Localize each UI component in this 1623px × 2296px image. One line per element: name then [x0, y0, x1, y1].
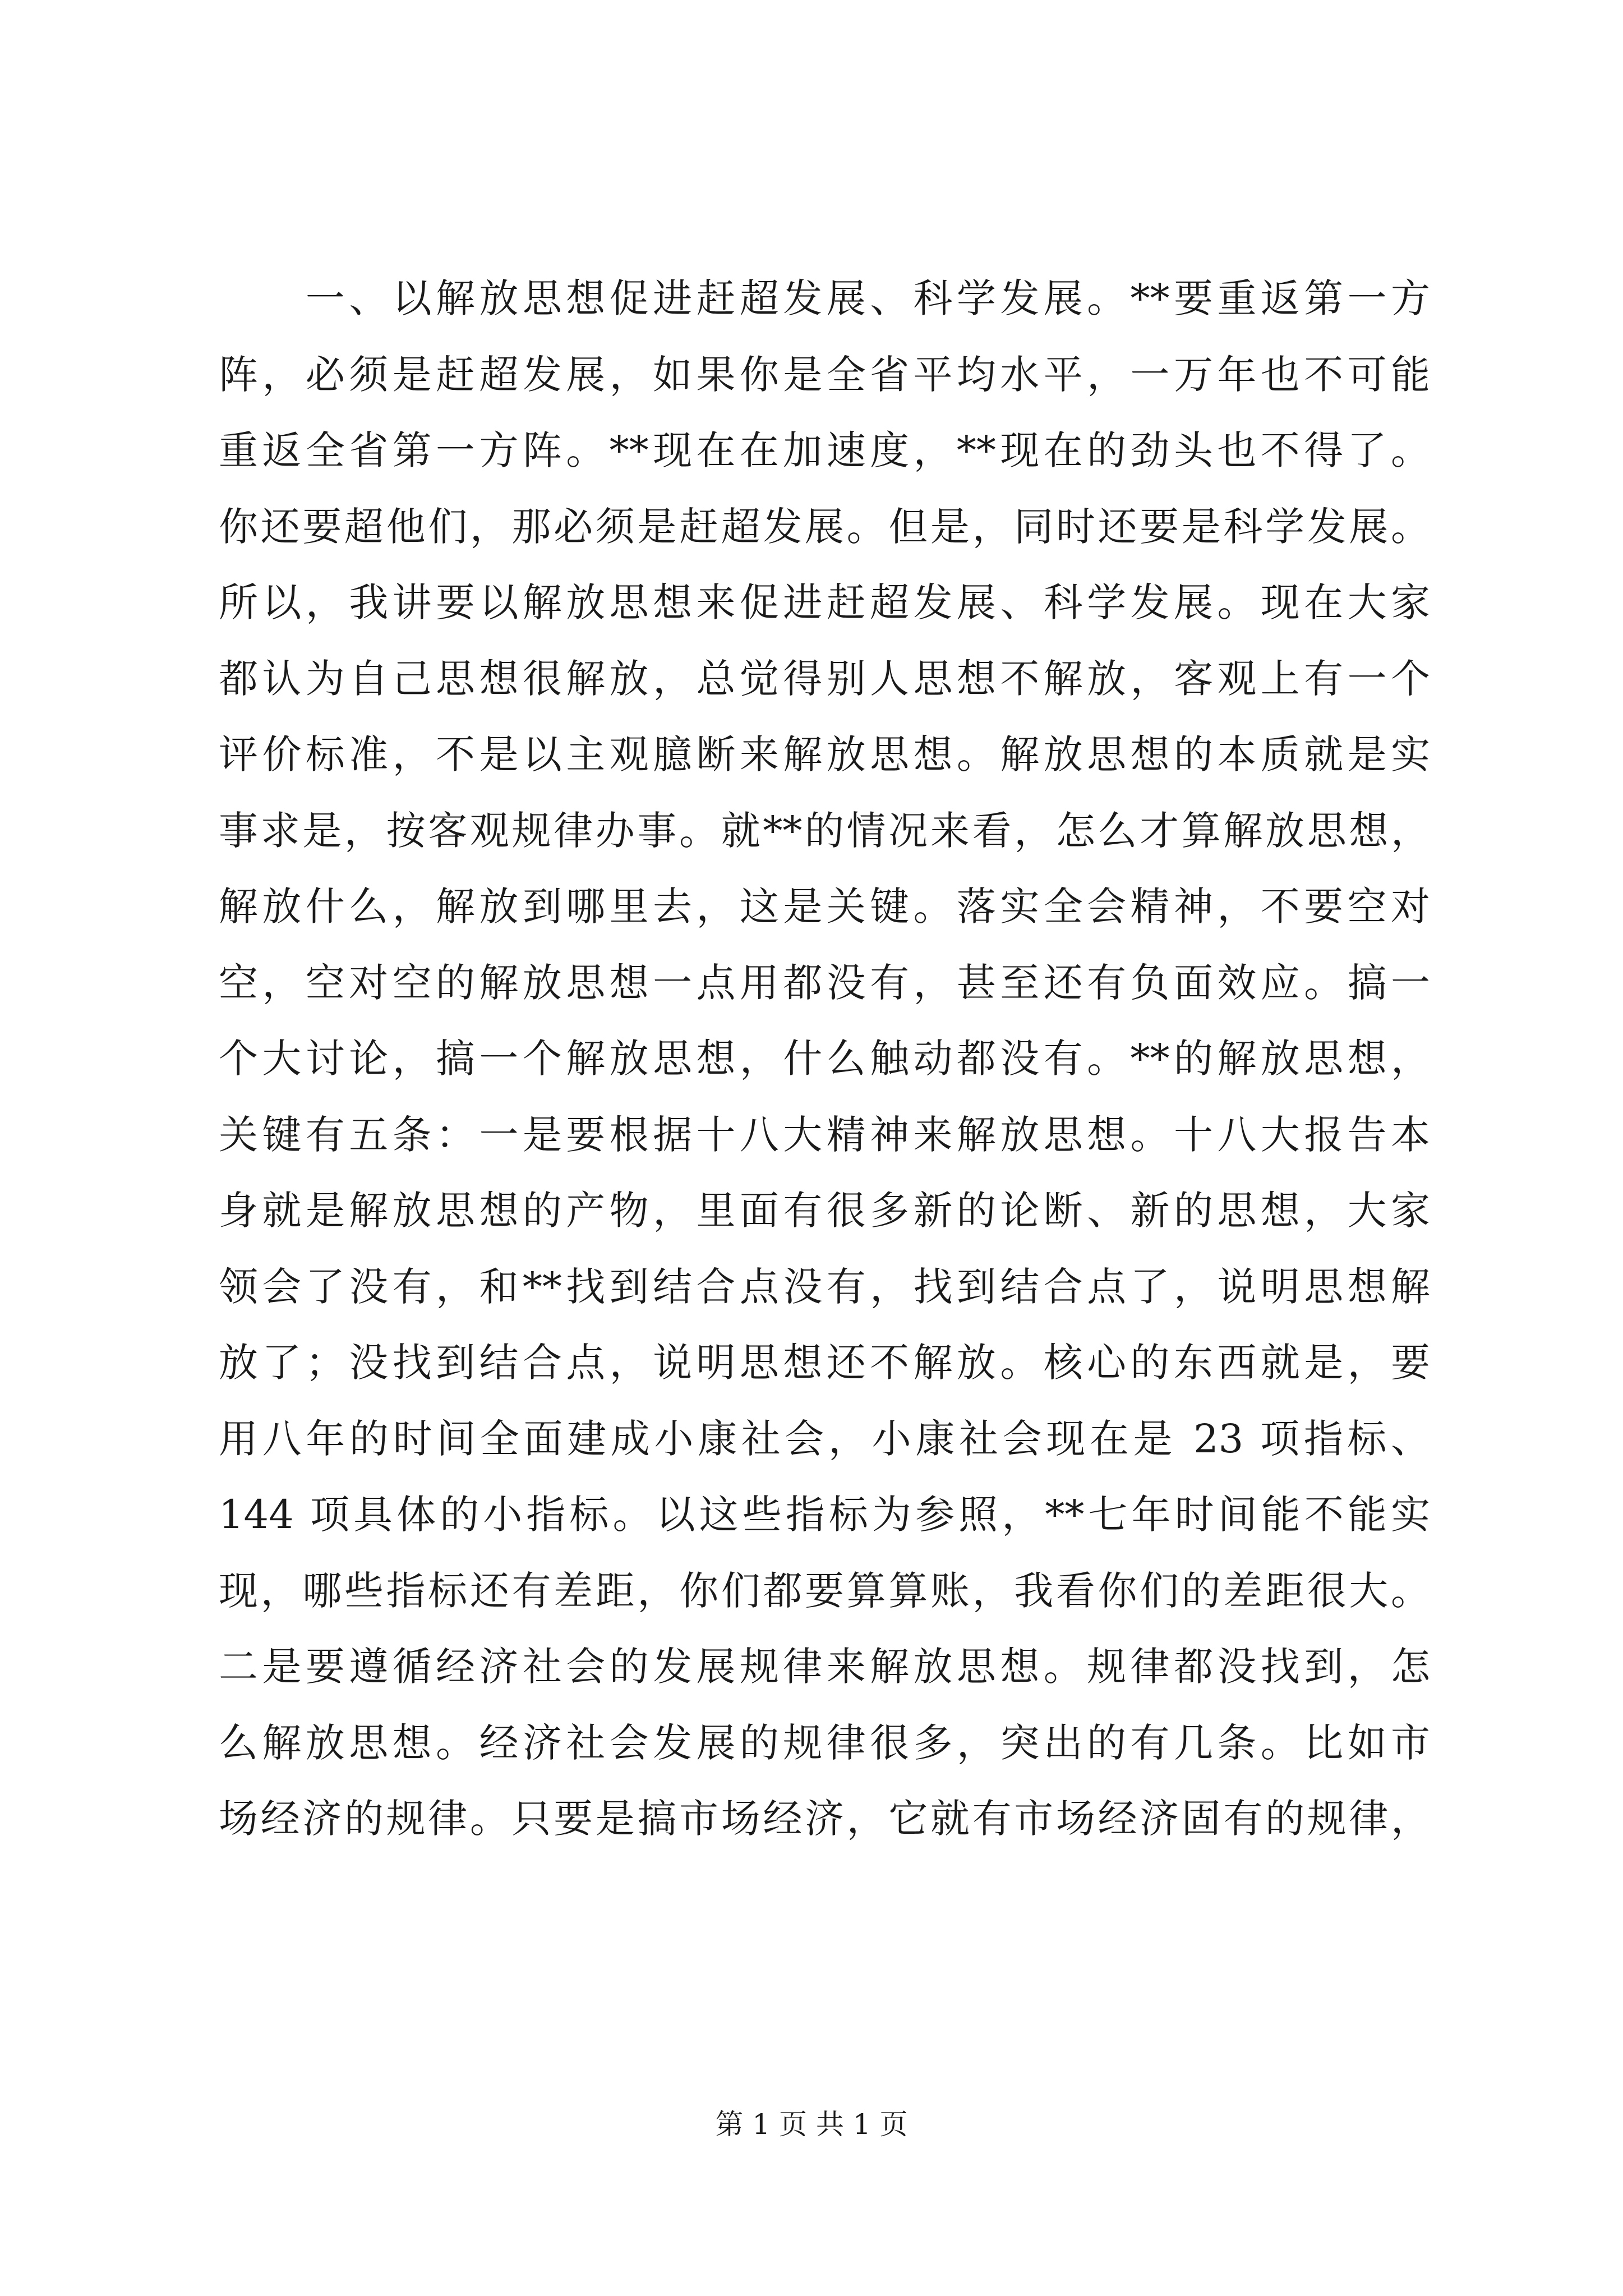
page-number-label: 第 1 页 共 1 页	[715, 2108, 908, 2141]
text-line: 场经济的规律。只要是搞市场经济，它就有市场经济固有的规律，	[219, 1796, 1430, 1842]
text-line: 领会了没有，和**找到结合点没有，找到结合点了，说明思想解	[219, 1263, 1430, 1310]
text-line: 144 项具体的小指标。以这些指标为参照，**七年时间能不能实	[219, 1492, 1430, 1538]
text-line: 评价标准，不是以主观臆断来解放思想。解放思想的本质就是实	[219, 731, 1430, 777]
text-line: 你还要超他们，那必须是赶超发展。但是，同时还要是科学发展。	[219, 503, 1430, 550]
body-paragraph	[219, 261, 1430, 1857]
text-line: 解放什么，解放到哪里去，这是关键。落实全会精神，不要空对	[219, 884, 1430, 930]
text-line: 用八年的时间全面建成小康社会，小康社会现在是 23 项指标、	[219, 1415, 1430, 1462]
page-footer	[0, 2105, 1623, 2144]
text-line: 都认为自己思想很解放，总觉得别人思想不解放，客观上有一个	[219, 655, 1430, 702]
text-line: 放了；没找到结合点，说明思想还不解放。核心的东西就是，要	[219, 1340, 1430, 1386]
text-line: 个大讨论，搞一个解放思想，什么触动都没有。**的解放思想，	[219, 1036, 1430, 1082]
text-line: 事求是，按客观规律办事。就**的情况来看，怎么才算解放思想，	[219, 807, 1430, 854]
text-line: 空，空对空的解放思想一点用都没有，甚至还有负面效应。搞一	[219, 959, 1430, 1006]
text-line: 身就是解放思想的产物，里面有很多新的论断、新的思想，大家	[219, 1188, 1430, 1234]
text-line: 重返全省第一方阵。**现在在加速度，**现在的劲头也不得了。	[219, 427, 1430, 473]
text-line: 阵，必须是赶超发展，如果你是全省平均水平，一万年也不可能	[219, 351, 1430, 398]
text-line: 现，哪些指标还有差距，你们都要算算账，我看你们的差距很大。	[219, 1567, 1430, 1614]
text-line: 关键有五条：一是要根据十八大精神来解放思想。十八大报告本	[219, 1111, 1430, 1158]
text-line: 么解放思想。经济社会发展的规律很多，突出的有几条。比如市	[219, 1719, 1430, 1766]
text-line: 所以，我讲要以解放思想来促进赶超发展、科学发展。现在大家	[219, 579, 1430, 625]
text-line: 一、以解放思想促进赶超发展、科学发展。**要重返第一方	[219, 275, 1430, 321]
text-line: 二是要遵循经济社会的发展规律来解放思想。规律都没找到，怎	[219, 1644, 1430, 1690]
